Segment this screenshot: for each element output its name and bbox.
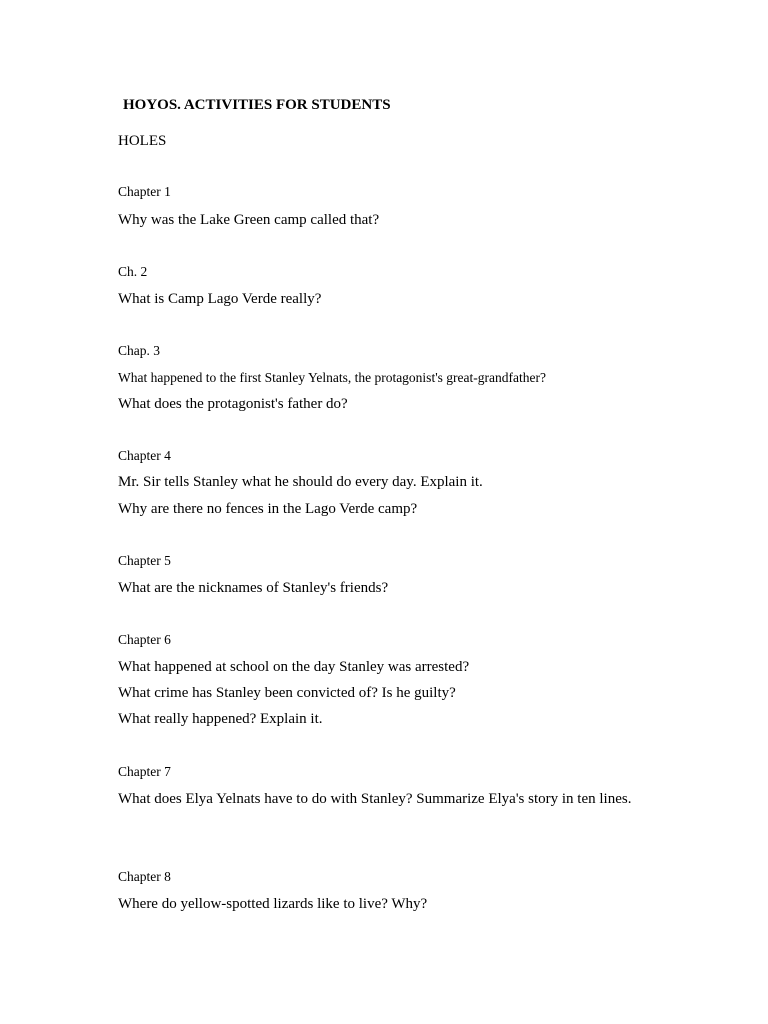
- chapter-heading: Chap. 3: [118, 343, 160, 358]
- chapter-heading: Chapter 6: [118, 632, 171, 647]
- question-item: What crime has Stanley been convicted of? Is he guilty?: [118, 685, 456, 701]
- question-item: Mr. Sir tells Stanley what he should do every day. Explain it.: [118, 474, 483, 490]
- document-title: HOYOS. ACTIVITIES FOR STUDENTS: [123, 97, 391, 113]
- chapter-heading: Chapter 5: [118, 553, 171, 568]
- question-item: What really happened? Explain it.: [118, 711, 323, 727]
- chapter-heading: Chapter 7: [118, 764, 171, 779]
- question-item: What happened at school on the day Stanley was arrested?: [118, 659, 470, 675]
- chapter-heading: Chapter 4: [118, 448, 171, 463]
- chapter-heading: Ch. 2: [118, 264, 148, 279]
- question-item: What is Camp Lago Verde really?: [118, 291, 322, 307]
- question-item: What are the nicknames of Stanley's friends?: [118, 580, 389, 596]
- chapter-heading: Chapter 1: [118, 184, 171, 199]
- question-item: What happened to the first Stanley Yelnats, the protagonist's great-grandfather?: [118, 370, 546, 385]
- question-item: What does Elya Yelnats have to do with Stanley? Summarize Elya's story in ten lines.: [118, 791, 632, 807]
- document-subtitle: HOLES: [118, 133, 167, 149]
- question-item: Why was the Lake Green camp called that?: [118, 212, 380, 228]
- chapter-heading: Chapter 8: [118, 869, 171, 884]
- question-item: Where do yellow-spotted lizards like to live? Why?: [118, 896, 428, 912]
- question-item: Why are there no fences in the Lago Verde camp?: [118, 501, 418, 517]
- question-item: What does the protagonist's father do?: [118, 396, 348, 412]
